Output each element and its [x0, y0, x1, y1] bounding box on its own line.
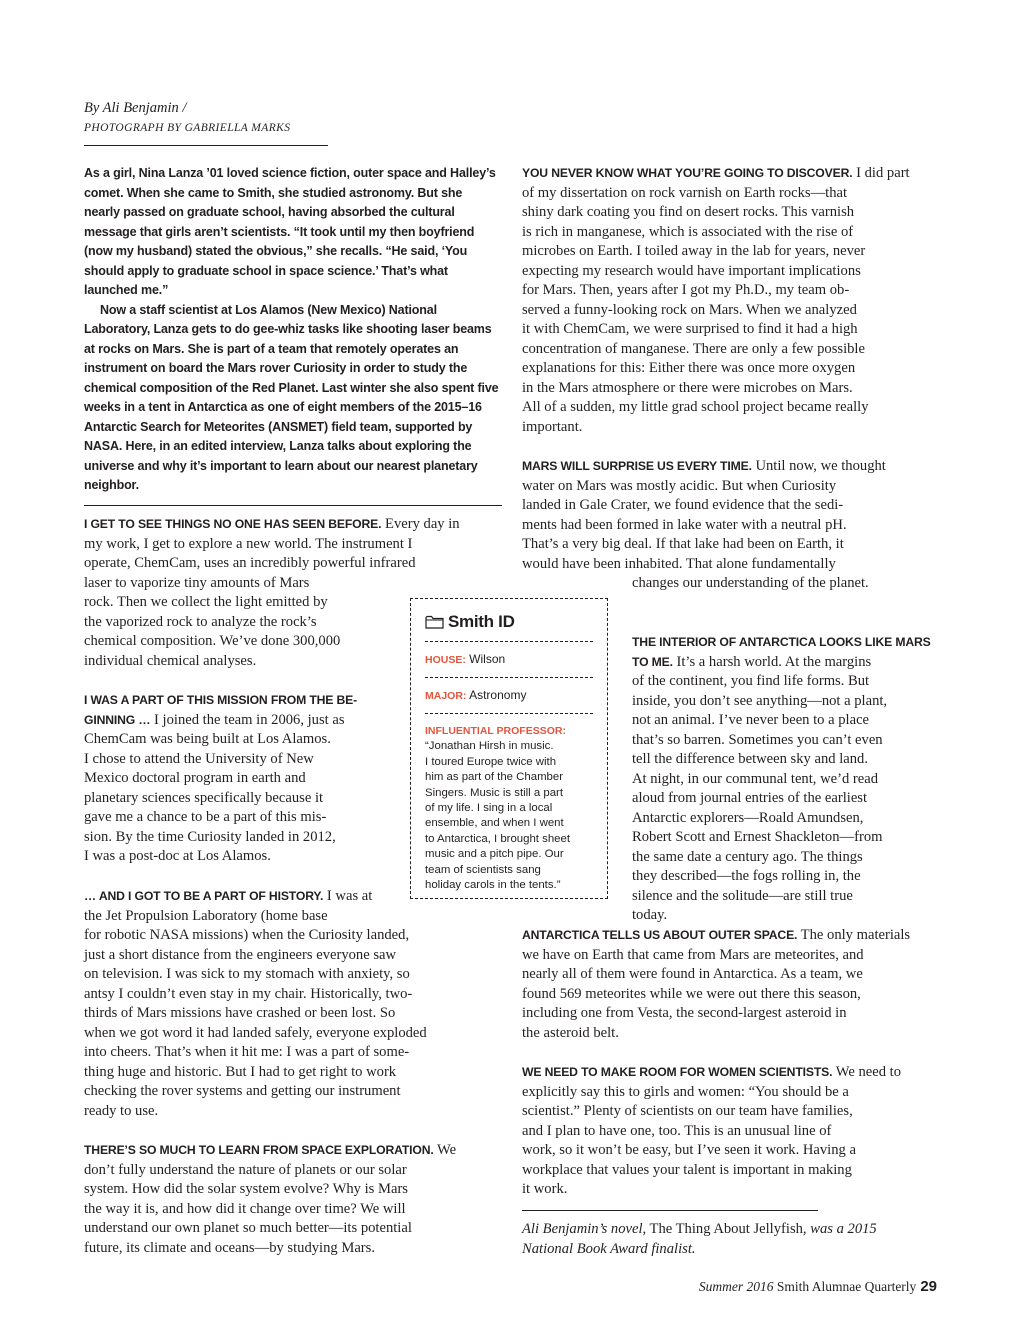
- section-line: I chose to attend the University of New: [84, 750, 314, 767]
- section-lead: YOU NEVER KNOW WHAT YOU’RE GOING TO DISCOVER.: [522, 166, 853, 180]
- section-line: tell the difference between sky and land.: [632, 751, 868, 767]
- section-line: All of a sudden, my little grad school project became really: [522, 399, 869, 415]
- professor-line: him as part of the Chamber: [425, 771, 564, 784]
- professor-line: holiday carols in the tents.”: [425, 879, 561, 892]
- sidebar-title-text: Smith ID: [448, 612, 515, 631]
- section-line: Antarctic explorers—Roald Amundsen,: [632, 809, 864, 826]
- section-line: into cheers. That’s when it hit me: I was a part of some-: [84, 1044, 410, 1060]
- section-line: gave me a chance to be a part of this mis-: [84, 809, 327, 825]
- major-label: MAJOR:: [425, 690, 467, 702]
- section-antarctica: [632, 633, 952, 926]
- section-line: understand our own planet so much better—its potential: [84, 1220, 412, 1236]
- section-line: WE NEED TO MAKE ROOM FOR WOMEN SCIENTISTS. We need to: [522, 1064, 902, 1080]
- section-line: … AND I GOT TO BE A PART OF HISTORY. I was at: [84, 888, 373, 904]
- section-line: work, so it won’t be easy, but I’ve seen it work. Having a: [522, 1142, 856, 1158]
- section-line: for robotic NASA missions) when the Curiosity landed,: [84, 927, 410, 943]
- page-footer: [699, 1278, 937, 1295]
- section-line: expecting my research would have important implications: [522, 262, 861, 279]
- section-lead: ANTARCTICA TELLS US ABOUT OUTER SPACE.: [522, 928, 798, 942]
- section-outer-space: [522, 926, 947, 1043]
- section-line: MARS WILL SURPRISE US EVERY TIME. Until now, we thought: [522, 458, 886, 474]
- section-line: the way it is, and how did it change over time? We will: [84, 1200, 406, 1217]
- section-line: it with ChemCam, we were surprised to find it had a high: [522, 321, 858, 337]
- section-line: chemical composition. We’ve done 300,000: [84, 633, 341, 649]
- section-line: aloud from journal entries of the earliest: [632, 790, 868, 806]
- photo-credit: PHOTOGRAPH BY GABRIELLA MARKS: [84, 122, 291, 134]
- section-line: concentration of manganese. There are only a few possible: [522, 340, 865, 357]
- house-value: Wilson: [465, 652, 506, 666]
- section-line: sion. By the time Curiosity landed in 2012,: [84, 828, 336, 845]
- section-line: explanations for this: Either there was once more oxygen: [522, 360, 856, 376]
- section-line: Mexico doctoral program in earth and: [84, 770, 306, 786]
- section-line: on television. I was sick to my stomach with anxiety, so: [84, 966, 410, 982]
- section-line: antsy I couldn’t even stay in my chair. Historically, two-: [84, 985, 413, 1002]
- intro-paragraph: Now a staff scientist at Los Alamos (New Mexico) National Laboratory, Lanza gets to do gee-whiz tasks like shooting laser beams at rocks on Mars. She is part of a team that remotely operates an instrument on board the Mars rover Curiosity in order to study the chemical composition of the Red Planet. Last winter she also spent five weeks in a tent in Antarctica as one of eight members of the 2015–16 Antarctic Search for Meteorites (ANSMET) field team, supported by NASA. Here, in an edited interview, Lanza talks about exploring the universe and why it’s important to learn about our nearest planetary neighbor.: [84, 302, 499, 492]
- section-line: when we got word it had landed safely, everyone exploded: [84, 1024, 427, 1041]
- professor-label: INFLUENTIAL PROFESSOR:: [425, 725, 566, 737]
- section-line: system. How did the solar system evolve? Why is Mars: [84, 1181, 408, 1197]
- major-value: Astronomy: [466, 688, 527, 702]
- section-line: scientist.” Plenty of scientists on our team have families,: [522, 1103, 853, 1119]
- section-line: GINNING … I joined the team in 2006, just as: [84, 711, 345, 728]
- smith-id-sidebar: [410, 598, 608, 899]
- footer-magazine: Smith Alumnae Quarterly: [773, 1279, 917, 1294]
- section-line: in the Mars atmosphere or there were microbes on Mars.: [522, 379, 853, 396]
- section-line: shiny dark coating you find on desert rocks. This varnish: [522, 204, 855, 220]
- section-line: we have on Earth that came from Mars are meteorites, and: [522, 946, 864, 963]
- section-line: the same date a century ago. The things: [632, 848, 863, 865]
- section-lead: MARS WILL SURPRISE US EVERY TIME.: [522, 459, 752, 473]
- section-line: THERE’S SO MUCH TO LEARN FROM SPACE EXPLORATION. We: [84, 1142, 457, 1158]
- section-lead: … AND I GOT TO BE A PART OF HISTORY.: [84, 889, 324, 903]
- section-line: explicitly say this to girls and women: “You should be a: [522, 1083, 849, 1100]
- section-lead: THERE’S SO MUCH TO LEARN FROM SPACE EXPLORATION.: [84, 1143, 434, 1157]
- footer-season: Summer 2016: [698, 1279, 774, 1294]
- section-line: thing huge and historic. But I had to get right to work: [84, 1063, 397, 1080]
- intro-text: [84, 164, 500, 496]
- section-line: would have been inhabited. That alone fundamentally: [522, 555, 836, 572]
- section-line: ments had been formed in lake water with a neutral pH.: [522, 516, 847, 533]
- section-line: water on Mars was mostly acidic. But when Curiosity: [522, 477, 837, 494]
- section-mission: [84, 691, 404, 867]
- author-bio: [522, 1220, 942, 1259]
- section-line: laser to vaporize tiny amounts of Mars: [84, 574, 310, 591]
- professor-line: I toured Europe twice with: [425, 755, 557, 768]
- bio-line: National Book Award finalist.: [522, 1240, 696, 1257]
- professor-line: to Antarctica, I brought sheet: [425, 832, 571, 845]
- section-line: that’s so barren. Sometimes you can’t even: [632, 731, 883, 748]
- section-line: they described—the fogs rolling in, the: [632, 868, 861, 884]
- section-line: checking the rover systems and getting our instrument: [84, 1083, 401, 1099]
- author-byline: By Ali Benjamin /: [84, 100, 187, 116]
- section-line: today.: [632, 907, 668, 923]
- professor-line: Singers. Music is still a part: [425, 786, 563, 799]
- section-line: individual chemical analyses.: [84, 652, 257, 669]
- byline-divider: [84, 145, 328, 146]
- section-line: thirds of Mars missions have crashed or been lost. So: [84, 1005, 396, 1021]
- professor-line: ensemble, and when I went: [425, 817, 564, 830]
- section-line: is rich in manganese, which is associated with the rise of: [522, 223, 854, 240]
- section-lead: I WAS A PART OF THIS MISSION FROM THE BE-: [84, 693, 358, 707]
- section-line: for Mars. Then, years after I got my Ph.D., my team ob-: [522, 282, 850, 298]
- byline: [84, 99, 328, 136]
- section-line: rock. Then we collect the light emitted by: [84, 594, 328, 610]
- section-line: That’s a very big deal. If that lake had been on Earth, it: [522, 536, 844, 552]
- section-line: just a short distance from the engineers everyone saw: [84, 946, 397, 963]
- section-lead: I GET TO SEE THINGS NO ONE HAS SEEN BEFORE.: [84, 517, 382, 531]
- section-line: landed in Gale Crater, we found evidence that the sedi-: [522, 497, 844, 513]
- house-label: HOUSE:: [425, 654, 466, 666]
- section-line: [632, 633, 952, 653]
- section-line: [84, 691, 404, 711]
- professor-line: of my life. I sing in a local: [425, 802, 553, 815]
- section-discover: [522, 164, 947, 437]
- section-history: [84, 887, 504, 1121]
- section-line: ANTARCTICA TELLS US ABOUT OUTER SPACE. The only materials: [522, 927, 911, 943]
- sidebar-professor: [425, 714, 593, 893]
- section-line: the asteroid belt.: [522, 1024, 619, 1041]
- section-line: nearly all of them were found in Antarctica. As a team, we: [522, 966, 863, 982]
- section-line: At night, in our communal tent, we’d read: [632, 770, 879, 787]
- page-number: 29: [920, 1278, 937, 1295]
- folder-icon: [425, 615, 444, 629]
- section-line: and I plan to have one, too. This is an unusual line of: [522, 1122, 832, 1139]
- section-lead: THE INTERIOR OF ANTARCTICA LOOKS LIKE MARS: [632, 635, 931, 649]
- professor-line: music and a pitch pipe. Our: [425, 848, 564, 861]
- intro-divider: [84, 505, 502, 506]
- section-line: changes our understanding of the planet.: [632, 575, 869, 591]
- book-title: The Thing About Jellyfish: [646, 1221, 803, 1237]
- section-surprise: [522, 457, 947, 594]
- section-line: operate, ChemCam, uses an incredibly powerful infrared: [84, 555, 416, 571]
- sidebar-major: [425, 678, 593, 713]
- section-lead: WE NEED TO MAKE ROOM FOR WOMEN SCIENTISTS.: [522, 1065, 833, 1079]
- section-line: TO ME. It’s a harsh world. At the margins: [632, 653, 872, 670]
- section-line: microbes on Earth. I toiled away in the lab for years, never: [522, 243, 866, 259]
- bio-line: Ali Benjamin’s novel, The Thing About Jellyfish, was a 2015: [522, 1221, 877, 1237]
- section-line: it work.: [522, 1181, 568, 1197]
- section-line: including one from Vesta, the second-largest asteroid in: [522, 1005, 847, 1021]
- section-line: ready to use.: [84, 1102, 159, 1119]
- section-line: workplace that values your talent is important in making: [522, 1161, 852, 1178]
- section-line: I was a post-doc at Los Alamos.: [84, 848, 271, 864]
- section-line: the vaporized rock to analyze the rock’s: [84, 613, 317, 630]
- section-space-exploration: [84, 1141, 504, 1258]
- section-line: of my dissertation on rock varnish on Earth rocks—that: [522, 184, 848, 201]
- section-line: I GET TO SEE THINGS NO ONE HAS SEEN BEFORE. Every day in: [84, 516, 460, 532]
- section-line: my work, I get to explore a new world. The instrument I: [84, 535, 413, 552]
- intro-paragraph: As a girl, Nina Lanza ’01 loved science fiction, outer space and Halley’s comet. When she came to Smith, she studied astronomy. But she nearly passed on graduate school, having absorbed the cultural message that girls aren’t scientists. “It took until my then boyfriend (now my husband) stated the obvious,” she recalls. “He said, ‘You should apply to graduate school in space science.’ That’s what launched me.”: [84, 166, 496, 297]
- section-line: ChemCam was being built at Los Alamos.: [84, 731, 331, 747]
- section-line: planetary sciences specifically because it: [84, 789, 324, 806]
- section-line: important.: [522, 418, 583, 435]
- section-line: future, its climate and oceans—by studying Mars.: [84, 1239, 375, 1256]
- professor-line: “Jonathan Hirsh in music.: [425, 740, 554, 753]
- section-line: found 569 meteorites while we were out there this season,: [522, 985, 861, 1002]
- section-line: served a funny-looking rock on Mars. When we analyzed: [522, 301, 857, 318]
- section-line: don’t fully understand the nature of planets or our solar: [84, 1161, 407, 1178]
- sidebar-title: [425, 603, 593, 641]
- sidebar-house: [425, 642, 593, 677]
- section-line: silence and the solitude—are still true: [632, 887, 853, 904]
- section-line: of the continent, you find life forms. But: [632, 673, 870, 689]
- section-line: Robert Scott and Ernest Shackleton—from: [632, 829, 883, 845]
- section-women-scientists: [522, 1063, 947, 1200]
- bio-divider: [522, 1210, 818, 1211]
- section-line: not an animal. I’ve never been to a place: [632, 712, 870, 728]
- professor-line: team of scientists sang: [425, 863, 541, 876]
- section-line: the Jet Propulsion Laboratory (home base: [84, 907, 328, 924]
- section-line: inside, you don’t see anything—not a plant,: [632, 692, 888, 709]
- section-line: YOU NEVER KNOW WHAT YOU’RE GOING TO DISCOVER. I did part: [522, 165, 910, 181]
